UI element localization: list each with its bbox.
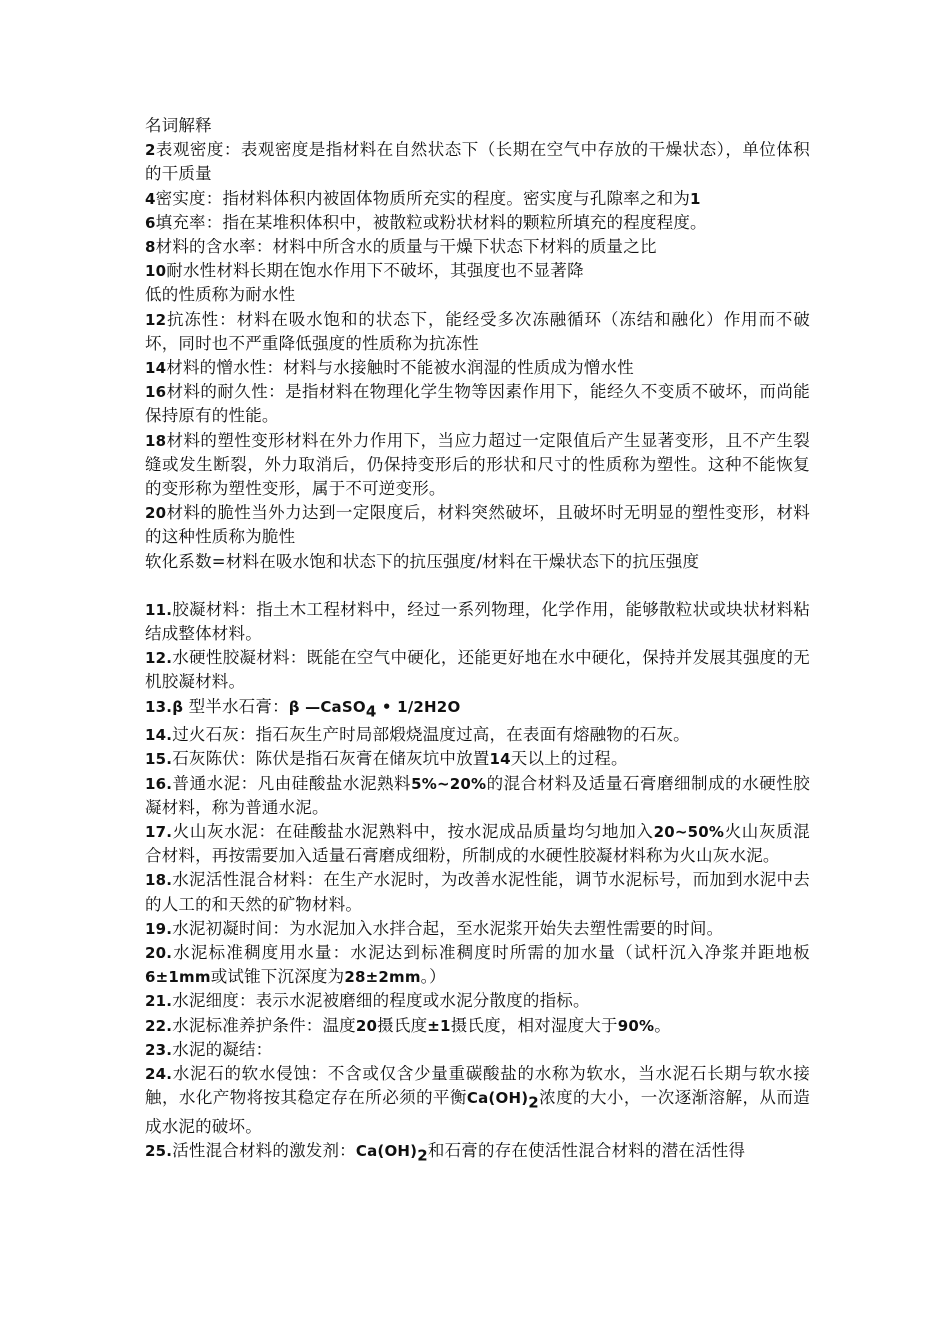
formula: Ca(OH) <box>466 1089 529 1108</box>
inline-number: 90% <box>617 1016 655 1035</box>
term-18-active-admixture <box>145 868 810 916</box>
term-text: 水泥石的软水侵蚀：不含或仅含少量重碳酸盐的水称为软水，当水泥石长期与软水接触，水化产物将按其稳定存在所必须的平衡 <box>145 1064 810 1108</box>
term-number: 12. <box>145 649 173 668</box>
term-text: 或试锥下沉深度为 <box>210 967 345 987</box>
term-number: 25. <box>145 1141 173 1160</box>
term-text: 抗冻性：材料在吸水饱和的状态下，能经受多次冻融循环（冻结和融化）作用而不破坏，同时也不严重降低强度的性质称为抗冻性 <box>145 309 810 353</box>
term-8 <box>145 235 810 259</box>
softening-coefficient <box>145 550 810 574</box>
term-text: 耐水性材料长期在饱水作用下不破坏，其强度也不显著降 <box>166 261 584 281</box>
term-number: 20 <box>145 504 167 523</box>
term-24 <box>145 1062 810 1139</box>
term-text: 材料的耐久性：是指材料在物理化学生物等因素作用下，能经久不变质不破坏，而尚能保持原有的性能。 <box>145 382 810 426</box>
term-text: 水硬性胶凝材料：既能在空气中硬化，还能更好地在水中硬化，保持并发展其强度的无机胶凝材料。 <box>145 648 810 692</box>
term-25 <box>145 1139 810 1168</box>
term-number: 14 <box>145 359 167 378</box>
term-20 <box>145 501 810 549</box>
inline-number: 28±2mm <box>344 968 421 987</box>
term-number: 17. <box>145 822 173 841</box>
term-number: 23. <box>145 1040 173 1059</box>
term-text: 摄氏度，相对湿度大于 <box>450 1015 618 1035</box>
term-number: 11. <box>145 600 173 619</box>
term-text: 过火石灰：指石灰生产时局部煅烧温度过高，在表面有熔融物的石灰。 <box>172 725 690 745</box>
document-page <box>145 114 810 1167</box>
term-6 <box>145 211 810 235</box>
term-text: 胶凝材料：指土木工程材料中，经过一系列物理，化学作用，能够散粒状或块状材料粘结成整体材料。 <box>145 599 810 644</box>
term-2 <box>145 138 810 186</box>
term-number: 6 <box>145 213 156 232</box>
term-text: 和石膏的存在使活性混合材料的潜在活性得 <box>427 1140 746 1160</box>
term-10-continued <box>145 283 810 307</box>
inline-number: ±1 <box>427 1016 451 1035</box>
term-text: 水泥标准稠度用水量：水泥达到标准稠度时所需的加水量（试杆沉入净浆并距地板 <box>172 943 810 962</box>
term-text: 活性混合材料的激发剂： <box>172 1140 356 1160</box>
term-number: 1 <box>690 189 701 208</box>
term-14 <box>145 356 810 380</box>
term-12 <box>145 308 810 356</box>
term-text: 材料的脆性当外力达到一定限度后，材料突然破坏，且破坏时无明显的塑性变形，材料的这种性质称为脆性 <box>145 503 810 547</box>
formula-subscript: 4 <box>365 701 377 720</box>
term-17 <box>145 820 810 868</box>
term-number: 14. <box>145 726 173 745</box>
term-14-overburnt-lime <box>145 723 810 747</box>
term-text: 型半水石膏： <box>183 696 289 716</box>
inline-number: 20 <box>355 1016 378 1035</box>
term-text: 水泥的凝结： <box>172 1039 273 1059</box>
term-number: 16 <box>145 383 167 402</box>
term-text: 水泥细度：表示水泥被磨细的程度或水泥分散度的指标。 <box>172 991 590 1011</box>
term-text: 低的性质称为耐水性 <box>145 285 296 305</box>
term-number: 10 <box>145 262 167 281</box>
inline-number: 6±1mm <box>145 968 211 987</box>
term-text: 填充率：指在某堆积体积中，被散粒或粉状材料的颗粒所填充的程度程度。 <box>155 212 707 232</box>
term-number: 4 <box>145 189 156 208</box>
paragraph-gap <box>145 574 810 598</box>
term-text: 天以上的过程。 <box>510 749 628 769</box>
inline-number: 20~50% <box>653 822 725 841</box>
term-text: 软化系数=材料在吸水饱和状态下的抗压强度/材料在干燥状态下的抗压强度 <box>145 551 700 571</box>
term-16-ordinary-cement <box>145 772 810 820</box>
inline-number: 5%~20% <box>411 774 487 793</box>
term-11 <box>145 598 810 646</box>
term-text: 火山灰质混合材料，再按需要加入适量石膏磨成细粉，所制成的水硬性胶凝材料称为火山灰水泥。 <box>145 821 811 866</box>
term-number: 16. <box>145 774 173 793</box>
formula-subscript: 2 <box>528 1093 539 1112</box>
formula-subscript: 2 <box>417 1146 428 1165</box>
term-text: 密实度：指材料体积内被固体物质所充实的程度。密实度与孔隙率之和为 <box>155 188 691 208</box>
term-21 <box>145 989 810 1013</box>
term-text: 水泥初凝时间：为水泥加入水拌合起，至水泥浆开始失去塑性需要的时间。 <box>172 918 724 938</box>
term-text: 浓度的大小，一次逐渐溶解，从而造成水泥的破坏。 <box>145 1088 810 1136</box>
term-number: 18 <box>145 431 167 450</box>
term-text: 。） <box>420 967 446 987</box>
term-text: 普通水泥：凡由硅酸盐水泥熟料 <box>172 773 412 793</box>
term-20-water-demand <box>145 941 810 989</box>
term-18 <box>145 429 810 502</box>
term-text: 石灰陈伏：陈伏是指石灰膏在储灰坑中放置 <box>172 749 490 769</box>
term-number: 21. <box>145 992 173 1011</box>
term-19 <box>145 917 810 941</box>
term-number: 20. <box>145 944 173 962</box>
term-number: 12 <box>145 310 167 329</box>
term-23 <box>145 1038 810 1062</box>
term-text: 水泥活性混合材料：在生产水泥时，为改善水泥性能，调节水泥标号，而加到水泥中去的人工的和天然的矿物材料。 <box>145 870 810 914</box>
term-text: 。 <box>654 1015 671 1035</box>
term-16 <box>145 380 810 428</box>
heading: 名词解释 <box>145 116 212 135</box>
formula: —CaSO <box>299 697 366 716</box>
term-number: 24. <box>145 1065 173 1084</box>
term-number: 18. <box>145 871 173 890</box>
term-10 <box>145 259 810 283</box>
term-text: 材料的憎水性：材料与水接触时不能被水润湿的性质成为憎水性 <box>166 358 634 378</box>
term-number: 8 <box>145 238 156 257</box>
term-number: 15. <box>145 750 173 769</box>
beta-symbol: β <box>288 697 300 716</box>
formula: • 1/2H2O <box>376 697 461 716</box>
term-12-hydraulic <box>145 646 810 694</box>
term-number: 22. <box>145 1016 173 1035</box>
term-text: 材料的塑性变形材料在外力作用下，当应力超过一定限值后产生显著变形，且不产生裂缝或发生断裂，外力取消后，仍保持变形后的形状和尺寸的性质称为塑性。这种不能恢复的变形称为塑性变形，属于不可逆变形。 <box>145 430 810 499</box>
term-text: 材料的含水率：材料中所含水的质量与干燥下状态下材料的质量之比 <box>155 237 657 257</box>
term-number: 13. <box>145 697 173 716</box>
formula: Ca(OH) <box>355 1141 418 1160</box>
term-number: 19. <box>145 919 173 938</box>
term-text: 摄氏度 <box>377 1015 428 1035</box>
term-text: 的混合材料及适量石膏磨细制成的水硬性胶凝材料，称为普通水泥。 <box>145 773 810 817</box>
term-text: 火山灰水泥：在硅酸盐水泥熟料中，按水泥成品质量均匀地加入 <box>172 821 654 841</box>
term-15 <box>145 747 810 771</box>
term-22 <box>145 1014 810 1038</box>
inline-number: 14 <box>489 750 511 769</box>
term-number: 2 <box>145 141 156 160</box>
beta-symbol: β <box>172 697 184 716</box>
term-text: 水泥标准养护条件：温度 <box>172 1015 356 1035</box>
term-text: 表观密度：表观密度是指材料在自然状态下（长期在空气中存放的干燥状态），单位体积的干质量 <box>145 140 810 184</box>
term-4 <box>145 187 810 211</box>
term-13 <box>145 695 810 724</box>
